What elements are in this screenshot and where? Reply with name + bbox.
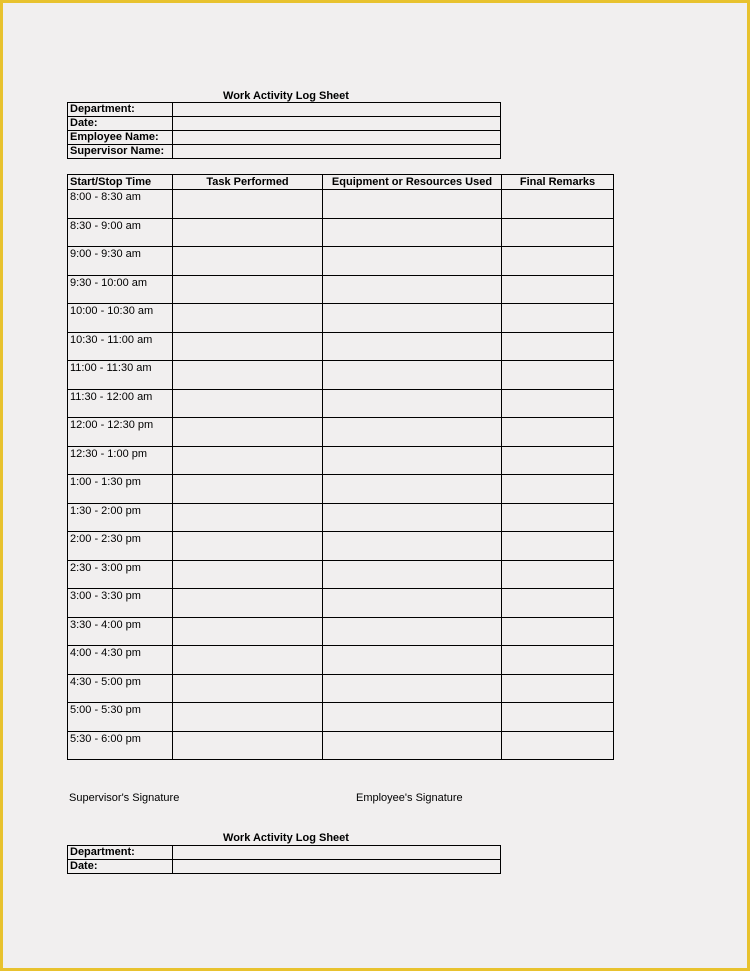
remarks-cell[interactable]	[502, 646, 614, 675]
info-table	[67, 102, 501, 159]
info-label: Date:	[68, 117, 173, 131]
table-row	[68, 475, 614, 504]
task-cell[interactable]	[173, 475, 323, 504]
equipment-cell[interactable]	[323, 532, 502, 561]
equipment-cell[interactable]	[323, 646, 502, 675]
column-header-task: Task Performed	[173, 175, 323, 190]
table-row	[68, 731, 614, 760]
time-slot-cell: 11:00 - 11:30 am	[68, 361, 173, 390]
supervisor-name-field[interactable]	[173, 145, 501, 159]
info-row-supervisor	[68, 145, 501, 159]
table-row	[68, 304, 614, 333]
time-slot-cell: 4:00 - 4:30 pm	[68, 646, 173, 675]
table-row	[68, 674, 614, 703]
equipment-cell[interactable]	[323, 560, 502, 589]
table-row	[68, 532, 614, 561]
equipment-cell[interactable]	[323, 617, 502, 646]
time-slot-cell: 5:00 - 5:30 pm	[68, 703, 173, 732]
sheet-title: Work Activity Log Sheet	[223, 90, 349, 102]
info-row-department	[68, 846, 501, 860]
time-slot-cell: 10:00 - 10:30 am	[68, 304, 173, 333]
remarks-cell[interactable]	[502, 446, 614, 475]
time-slot-cell: 9:00 - 9:30 am	[68, 247, 173, 276]
task-cell[interactable]	[173, 361, 323, 390]
remarks-cell[interactable]	[502, 475, 614, 504]
time-slot-cell: 11:30 - 12:00 am	[68, 389, 173, 418]
table-row	[68, 703, 614, 732]
info-label: Supervisor Name:	[68, 145, 173, 159]
employee-signature-label: Employee's Signature	[356, 792, 463, 804]
remarks-cell[interactable]	[502, 218, 614, 247]
equipment-cell[interactable]	[323, 304, 502, 333]
remarks-cell[interactable]	[502, 275, 614, 304]
remarks-cell[interactable]	[502, 532, 614, 561]
task-cell[interactable]	[173, 674, 323, 703]
remarks-cell[interactable]	[502, 674, 614, 703]
log-body	[68, 190, 614, 760]
equipment-cell[interactable]	[323, 247, 502, 276]
task-cell[interactable]	[173, 218, 323, 247]
info-row-date	[68, 860, 501, 874]
date-field[interactable]	[173, 117, 501, 131]
table-row	[68, 190, 614, 219]
table-row	[68, 617, 614, 646]
remarks-cell[interactable]	[502, 617, 614, 646]
table-row	[68, 218, 614, 247]
column-header-time: Start/Stop Time	[68, 175, 173, 190]
info-row-date	[68, 117, 501, 131]
info-label: Employee Name:	[68, 131, 173, 145]
task-cell[interactable]	[173, 446, 323, 475]
task-cell[interactable]	[173, 589, 323, 618]
table-row	[68, 332, 614, 361]
equipment-cell[interactable]	[323, 674, 502, 703]
task-cell[interactable]	[173, 731, 323, 760]
task-cell[interactable]	[173, 646, 323, 675]
time-slot-cell: 2:30 - 3:00 pm	[68, 560, 173, 589]
task-cell[interactable]	[173, 617, 323, 646]
sheet2-title: Work Activity Log Sheet	[223, 832, 349, 844]
task-cell[interactable]	[173, 275, 323, 304]
table-row	[68, 446, 614, 475]
equipment-cell[interactable]	[323, 275, 502, 304]
column-header-equipment: Equipment or Resources Used	[323, 175, 502, 190]
info-label: Department:	[68, 103, 173, 117]
info-row-department	[68, 103, 501, 117]
info-label: Date:	[68, 860, 173, 874]
info-table-2	[67, 845, 501, 874]
task-cell[interactable]	[173, 560, 323, 589]
supervisor-signature-label: Supervisor's Signature	[69, 792, 180, 804]
remarks-cell[interactable]	[502, 247, 614, 276]
activity-log-table	[67, 174, 614, 760]
info-row-employee	[68, 131, 501, 145]
table-row	[68, 503, 614, 532]
remarks-cell[interactable]	[502, 304, 614, 333]
equipment-cell[interactable]	[323, 361, 502, 390]
table-row	[68, 589, 614, 618]
table-row	[68, 560, 614, 589]
equipment-cell[interactable]	[323, 703, 502, 732]
time-slot-cell: 12:00 - 12:30 pm	[68, 418, 173, 447]
remarks-cell[interactable]	[502, 361, 614, 390]
remarks-cell[interactable]	[502, 503, 614, 532]
time-slot-cell: 8:00 - 8:30 am	[68, 190, 173, 219]
task-cell[interactable]	[173, 703, 323, 732]
task-cell[interactable]	[173, 418, 323, 447]
equipment-cell[interactable]	[323, 446, 502, 475]
equipment-cell[interactable]	[323, 475, 502, 504]
equipment-cell[interactable]	[323, 218, 502, 247]
remarks-cell[interactable]	[502, 589, 614, 618]
remarks-cell[interactable]	[502, 731, 614, 760]
table-row	[68, 247, 614, 276]
task-cell[interactable]	[173, 247, 323, 276]
department-field[interactable]	[173, 103, 501, 117]
equipment-cell[interactable]	[323, 503, 502, 532]
equipment-cell[interactable]	[323, 190, 502, 219]
time-slot-cell: 5:30 - 6:00 pm	[68, 731, 173, 760]
remarks-cell[interactable]	[502, 332, 614, 361]
time-slot-cell: 3:00 - 3:30 pm	[68, 589, 173, 618]
time-slot-cell: 12:30 - 1:00 pm	[68, 446, 173, 475]
remarks-cell[interactable]	[502, 703, 614, 732]
task-cell[interactable]	[173, 389, 323, 418]
table-row	[68, 418, 614, 447]
equipment-cell[interactable]	[323, 731, 502, 760]
column-header-remarks: Final Remarks	[502, 175, 614, 190]
remarks-cell[interactable]	[502, 560, 614, 589]
time-slot-cell: 1:00 - 1:30 pm	[68, 475, 173, 504]
employee-name-field[interactable]	[173, 131, 501, 145]
table-row	[68, 389, 614, 418]
remarks-cell[interactable]	[502, 190, 614, 219]
task-cell[interactable]	[173, 190, 323, 219]
time-slot-cell: 8:30 - 9:00 am	[68, 218, 173, 247]
time-slot-cell: 1:30 - 2:00 pm	[68, 503, 173, 532]
equipment-cell[interactable]	[323, 418, 502, 447]
log-header-row	[68, 175, 614, 190]
time-slot-cell: 10:30 - 11:00 am	[68, 332, 173, 361]
equipment-cell[interactable]	[323, 332, 502, 361]
table-row	[68, 275, 614, 304]
task-cell[interactable]	[173, 503, 323, 532]
task-cell[interactable]	[173, 532, 323, 561]
remarks-cell[interactable]	[502, 389, 614, 418]
info-label: Department:	[68, 846, 173, 860]
time-slot-cell: 9:30 - 10:00 am	[68, 275, 173, 304]
task-cell[interactable]	[173, 304, 323, 333]
table-row	[68, 646, 614, 675]
equipment-cell[interactable]	[323, 589, 502, 618]
time-slot-cell: 3:30 - 4:00 pm	[68, 617, 173, 646]
time-slot-cell: 4:30 - 5:00 pm	[68, 674, 173, 703]
date-field[interactable]	[173, 860, 501, 874]
task-cell[interactable]	[173, 332, 323, 361]
department-field[interactable]	[173, 846, 501, 860]
time-slot-cell: 2:00 - 2:30 pm	[68, 532, 173, 561]
table-row	[68, 361, 614, 390]
remarks-cell[interactable]	[502, 418, 614, 447]
equipment-cell[interactable]	[323, 389, 502, 418]
